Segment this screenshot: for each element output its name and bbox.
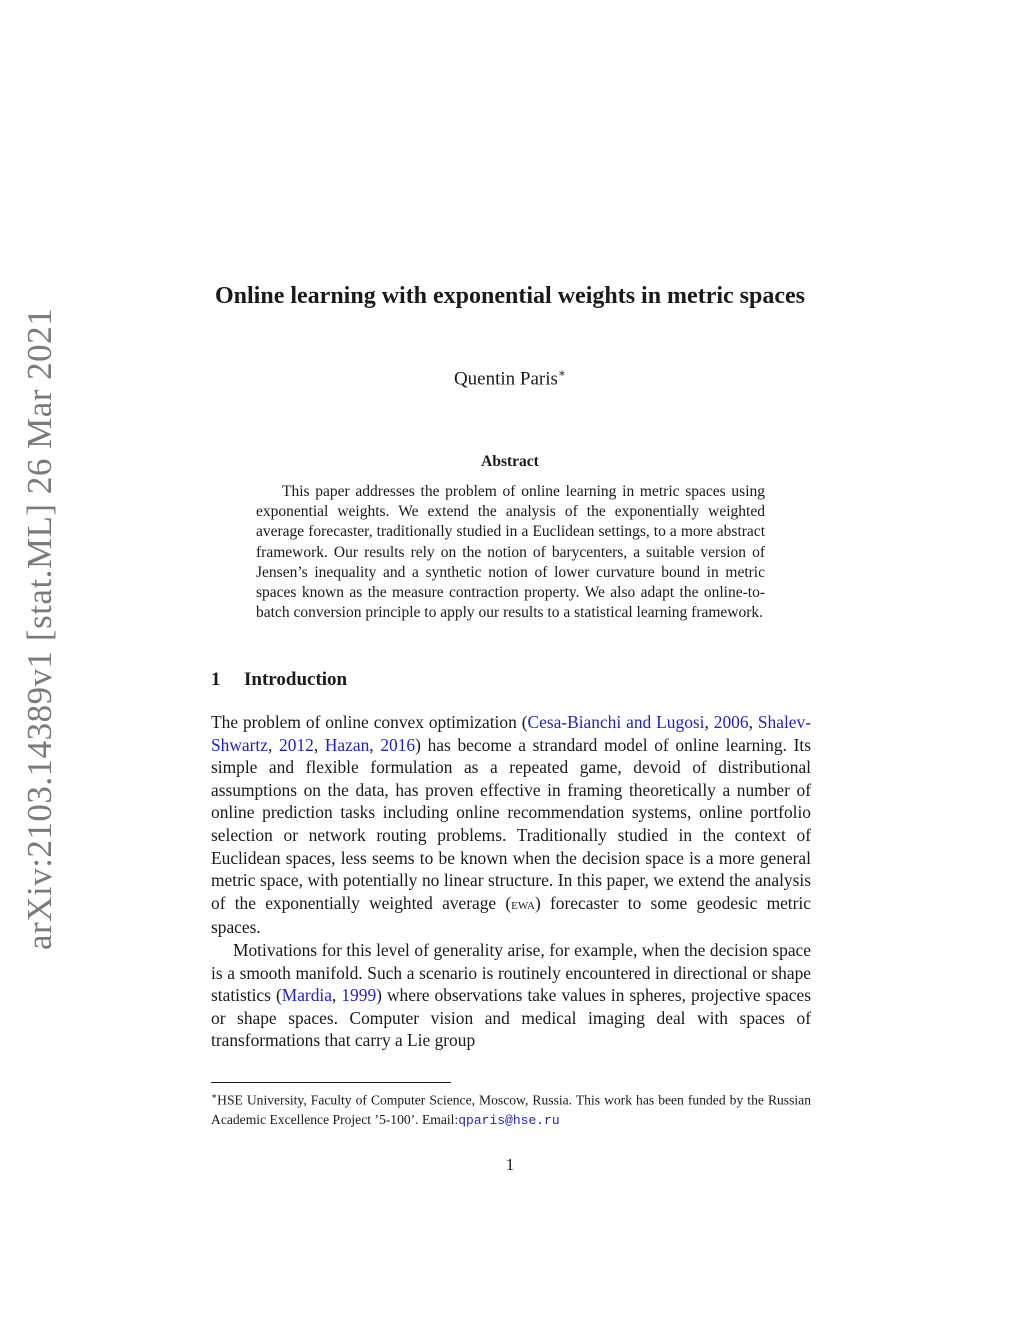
author-footnote-mark[interactable]: ∗: [557, 366, 567, 380]
citation-year-link[interactable]: 2012: [279, 734, 314, 755]
paragraph-text: ) forecaster to some geodesic metric spaces.: [211, 892, 811, 938]
section-heading-introduction: [211, 669, 347, 691]
citation-year-link[interactable]: 2016: [380, 734, 416, 755]
separator: ,: [268, 734, 280, 755]
separator: ,: [313, 734, 325, 755]
separator: ,: [704, 712, 714, 732]
author-name: Quentin Paris: [453, 368, 558, 390]
footnote-divider: [211, 1082, 451, 1083]
paragraph-text: Motivations for this level of generality arise, for example, when the decision space is a smooth manifold. Such a scenario is routinely encountered in directional or shape statistics (: [211, 939, 811, 1006]
introduction-body: [211, 711, 811, 1052]
abstract-heading: Abstract: [481, 453, 539, 470]
email-link[interactable]: qparis@hse.ru: [458, 1112, 560, 1128]
page-number: 1: [505, 1155, 515, 1174]
separator: ,: [369, 734, 381, 755]
footnote-mark: ∗: [211, 1091, 218, 1101]
citation-link-shalev-shwartz[interactable]: Shalev-Shwartz: [211, 712, 811, 755]
separator: ,: [331, 985, 342, 1006]
ewa-abbreviation: ewa: [511, 895, 535, 913]
citation-link-cesa-bianchi[interactable]: Cesa-Bianchi and Lugosi: [527, 712, 705, 732]
section-number: 1: [211, 669, 221, 690]
footnote-text: HSE University, Faculty of Computer Science, Moscow, Russia. This work has been funded by the Russian Academic Excellence Project ’5-100’. Email:: [211, 1092, 811, 1127]
section-title: Introduction: [244, 669, 348, 690]
arxiv-identifier-stamp: arXiv:2103.14389v1 [stat.ML] 26 Mar 2021: [20, 307, 59, 950]
paragraph-text: ) where observations take values in spheres, projective spaces or shape spaces. Computer vision and medical imaging deal with spaces of transformations that carry a Lie group: [211, 985, 811, 1051]
paragraph-2: [211, 939, 811, 1052]
citation-link-hazan[interactable]: Hazan: [324, 734, 370, 755]
citation-year-link[interactable]: 2006: [713, 712, 749, 732]
paragraph-text: ) has become a strandard model of online learning. Its simple and flexible formulation as a repeated game, devoid of distributional assumptions on the data, has proven effective in framing theoretically a number of online prediction tasks including online recommendation systems, online portfolio selection or network routing problems. Traditionally studied in the context of Euclidean spaces, less seems to be known when the decision space is a more general metric space, with potentially no linear structure. In this paper, we extend the analysis of the exponentially weighted average (: [211, 734, 811, 913]
paper-title: Online learning with exponential weights in metric spaces: [215, 283, 805, 309]
paragraph-text: The problem of online convex optimization (: [211, 712, 528, 732]
paragraph-1: [211, 711, 811, 939]
footnote: [211, 1087, 811, 1130]
citation-year-link[interactable]: 1999: [341, 985, 377, 1006]
abstract-body: This paper addresses the problem of online learning in metric spaces using exponential weights. We extend the analysis of the exponentially weighted average forecaster, traditionally studied in a Euclidean settings, to a more abstract framework. Our results rely on the notion of barycenters, a suitable version of Jensen’s inequality and a synthetic notion of lower curvature bound in metric spaces known as the measure contraction property. We also adapt the online-to-batch conversion principle to apply our results to a statistical learning framework.: [256, 483, 765, 622]
author-line: [190, 366, 830, 390]
separator: ,: [748, 712, 758, 732]
citation-link-mardia[interactable]: Mardia: [281, 985, 332, 1006]
